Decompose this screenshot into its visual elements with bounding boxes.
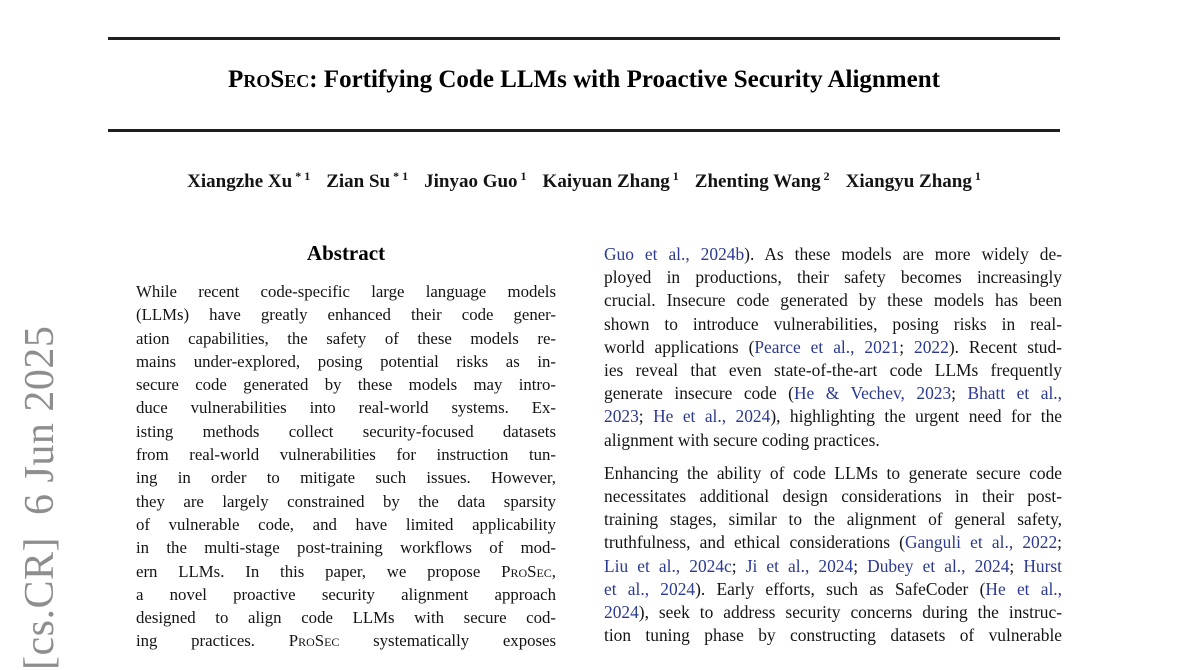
right-column bbox=[604, 243, 1062, 647]
text-run: ; bbox=[899, 336, 915, 357]
text-line bbox=[136, 560, 556, 583]
citation-link[interactable]: He et al., 2024 bbox=[653, 406, 771, 427]
text-run: ; bbox=[1009, 555, 1024, 576]
author-name-text: Kaiyuan Zhang bbox=[542, 171, 670, 193]
text-run: (LLMs) have greatly enhanced their code gener- bbox=[136, 305, 556, 325]
citation-link[interactable]: He et al., bbox=[985, 578, 1062, 599]
text-run: isting methods collect security-focused datasets bbox=[136, 421, 556, 441]
author-affiliation-sup: 2 bbox=[823, 169, 830, 183]
author-name bbox=[695, 171, 830, 192]
text-run: from real-world vulnerabilities for instruction tun- bbox=[136, 445, 556, 465]
text-run: : Fortifying Code LLMs with Proactive Security Alignment bbox=[309, 66, 940, 93]
text-line bbox=[604, 243, 1062, 266]
text-line bbox=[604, 382, 1062, 405]
text-line bbox=[136, 629, 556, 652]
text-run: a novel proactive security alignment approach bbox=[136, 584, 556, 604]
text-run: training stages, similar to the alignment of general safety, bbox=[604, 509, 1062, 530]
text-run: systematically exposes bbox=[339, 631, 556, 651]
text-run: ployed in productions, their safety becomes increasingly bbox=[604, 267, 1062, 288]
author-name-text: Xiangyu Zhang bbox=[845, 171, 972, 193]
text-line bbox=[604, 429, 1062, 452]
text-run: ation capabilities, the safety of these models re- bbox=[136, 328, 556, 348]
text-run: in the multi-stage post-training workflows of mod- bbox=[136, 538, 556, 558]
text-line bbox=[604, 531, 1062, 554]
text-line bbox=[136, 396, 556, 419]
paper-title bbox=[108, 66, 1060, 94]
text-line bbox=[604, 601, 1062, 624]
text-line bbox=[136, 350, 556, 373]
text-line bbox=[604, 578, 1062, 601]
text-line bbox=[604, 508, 1062, 531]
author-name-text: Jinyao Guo bbox=[424, 171, 518, 193]
text-line bbox=[136, 536, 556, 559]
text-line bbox=[136, 466, 556, 489]
text-line bbox=[136, 420, 556, 443]
text-run: ; bbox=[951, 383, 968, 404]
author-name-text: Zian Su bbox=[326, 171, 391, 193]
text-run: tion tuning phase by constructing datasets of vulnerable bbox=[604, 625, 1062, 646]
intro-paragraph-1 bbox=[604, 243, 1062, 452]
text-run: alignment with secure coding practices. bbox=[604, 429, 880, 450]
text-line bbox=[604, 462, 1062, 485]
text-run: ; bbox=[731, 555, 746, 576]
author-name bbox=[424, 171, 526, 192]
text-run: ; bbox=[638, 406, 654, 427]
text-line bbox=[136, 443, 556, 466]
smallcaps-text: ProSec bbox=[228, 66, 310, 93]
text-line bbox=[136, 303, 556, 326]
author-list bbox=[104, 169, 1064, 193]
text-line bbox=[604, 336, 1062, 359]
intro-paragraph-2 bbox=[604, 462, 1062, 648]
text-run: ), highlighting the urgent need for the bbox=[770, 406, 1062, 427]
text-line bbox=[136, 606, 556, 629]
text-line bbox=[604, 485, 1062, 508]
citation-link[interactable]: Liu et al., 2024c bbox=[604, 555, 732, 576]
citation-link[interactable]: Dubey et al., 2024 bbox=[867, 555, 1010, 576]
title-rule-bottom bbox=[108, 129, 1060, 132]
author-affiliation-sup: 1 bbox=[672, 169, 679, 183]
citation-link[interactable]: Ji et al., 2024 bbox=[745, 555, 854, 576]
citation-link[interactable]: He & Vechev, 2023 bbox=[793, 383, 952, 404]
author-name-text: Zhenting Wang bbox=[694, 171, 821, 193]
text-run: ies reveal that even state-of-the-art code LLMs frequently bbox=[604, 360, 1062, 381]
author-affiliation-sup: * 1 bbox=[295, 169, 311, 183]
citation-link[interactable]: 2023 bbox=[604, 406, 639, 427]
text-run: ). As these models are more widely de- bbox=[744, 244, 1063, 264]
smallcaps-text: ProSec bbox=[501, 561, 552, 581]
author-name bbox=[543, 171, 679, 192]
citation-link[interactable]: Pearce et al., 2021 bbox=[754, 336, 900, 357]
text-run: ing practices. bbox=[136, 631, 289, 651]
text-line bbox=[136, 327, 556, 350]
title-rule-top bbox=[108, 37, 1060, 40]
text-line bbox=[136, 513, 556, 536]
text-run: While recent code-specific large language models bbox=[136, 282, 556, 301]
text-run: secure code generated by these models may intro- bbox=[136, 375, 556, 395]
text-line bbox=[604, 555, 1062, 578]
text-run: they are largely constrained by the data sparsity bbox=[136, 491, 556, 511]
author-name bbox=[187, 171, 310, 192]
text-line bbox=[604, 313, 1062, 336]
text-line bbox=[604, 359, 1062, 382]
abstract-heading: Abstract bbox=[306, 241, 386, 265]
author-affiliation-sup: * 1 bbox=[393, 169, 409, 183]
text-run: truthfulness, and ethical considerations ( bbox=[604, 532, 905, 553]
text-run: duce vulnerabilities into real-world systems. Ex- bbox=[136, 398, 556, 418]
author-affiliation-sup: 1 bbox=[974, 169, 981, 183]
left-column bbox=[136, 238, 556, 653]
text-run: ). Recent stud- bbox=[948, 336, 1062, 357]
citation-link[interactable]: Hurst bbox=[1023, 555, 1062, 576]
text-run: ; bbox=[853, 555, 868, 576]
text-line bbox=[604, 266, 1062, 289]
author-name bbox=[326, 171, 408, 192]
text-run: shown to introduce vulnerabilities, posing risks in real- bbox=[604, 313, 1062, 334]
citation-link[interactable]: 2024 bbox=[604, 602, 639, 623]
author-name bbox=[846, 171, 981, 192]
author-affiliation-sup: 1 bbox=[520, 169, 527, 183]
citation-link[interactable]: Guo et al., 2024b bbox=[604, 244, 745, 264]
text-line bbox=[136, 280, 556, 303]
text-run: ). Early efforts, such as SafeCoder ( bbox=[695, 578, 986, 599]
citation-link[interactable]: Bhatt et al., bbox=[967, 383, 1062, 404]
abstract-text bbox=[136, 280, 556, 653]
text-line bbox=[136, 490, 556, 513]
text-run: mains under-explored, posing potential risks as in- bbox=[136, 351, 556, 371]
text-run: world applications ( bbox=[604, 336, 755, 357]
text-line bbox=[604, 289, 1062, 312]
text-run: generate insecure code ( bbox=[604, 383, 794, 404]
text-line bbox=[136, 583, 556, 606]
text-run: Enhancing the ability of code LLMs to generate secure code bbox=[604, 462, 1062, 483]
smallcaps-text: ProSec bbox=[288, 631, 340, 651]
text-run: crucial. Insecure code generated by these models has been bbox=[604, 290, 1062, 311]
text-run: ern LLMs. In this paper, we propose bbox=[136, 561, 502, 581]
text-line bbox=[136, 373, 556, 396]
text-line bbox=[604, 405, 1062, 428]
citation-link[interactable]: 2022 bbox=[914, 336, 949, 357]
author-name-text: Xiangzhe Xu bbox=[187, 171, 293, 193]
text-line bbox=[604, 624, 1062, 647]
citation-link[interactable]: Ganguli et al., 2022 bbox=[904, 532, 1058, 553]
arxiv-watermark: [cs.CR] 6 Jun 2025 bbox=[17, 325, 63, 670]
text-run: designed to align code LLMs with secure cod- bbox=[136, 608, 556, 628]
text-run: ), seek to address security concerns during the instruc- bbox=[638, 602, 1062, 623]
text-run: of vulnerable code, and have limited applicability bbox=[136, 514, 556, 534]
text-run: , bbox=[551, 561, 556, 581]
text-run: ; bbox=[1057, 532, 1062, 553]
citation-link[interactable]: et al., 2024 bbox=[604, 578, 696, 599]
text-run: necessitates additional design considerations in their post- bbox=[604, 486, 1062, 507]
text-run: ing in order to mitigate such issues. However, bbox=[136, 468, 556, 488]
